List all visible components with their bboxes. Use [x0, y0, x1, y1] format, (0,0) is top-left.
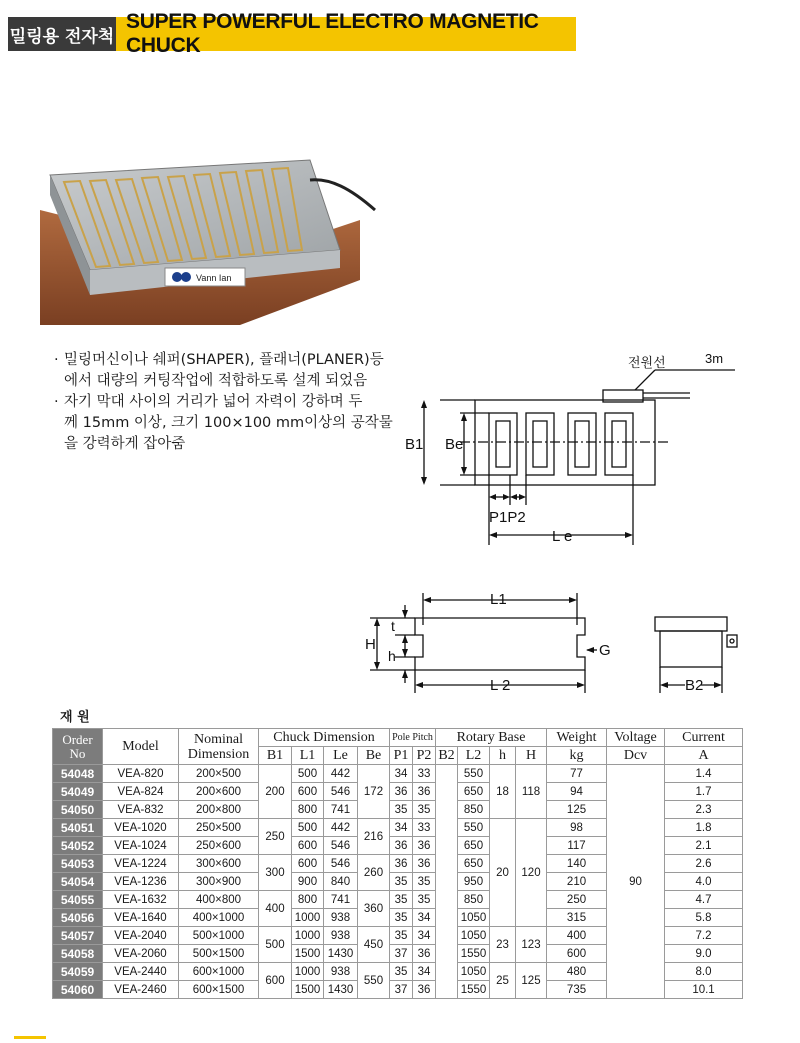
cell-le: 546	[324, 837, 358, 855]
cell-p1: 34	[390, 819, 413, 837]
cell-h-big: 120	[516, 819, 547, 927]
cell-l1: 600	[292, 783, 324, 801]
cell-b1: 300	[259, 855, 292, 891]
cell-l2: 850	[458, 801, 490, 819]
cell-h-big: 123	[516, 927, 547, 963]
header-l1: L1	[292, 747, 324, 765]
cell-nominal: 300×900	[179, 873, 259, 891]
cell-model: VEA-832	[103, 801, 179, 819]
title-korean: 밀링용 전자척	[8, 17, 116, 51]
cell-p2: 35	[413, 891, 436, 909]
cell-p1: 35	[390, 963, 413, 981]
cell-l2: 650	[458, 783, 490, 801]
cell-model: VEA-2040	[103, 927, 179, 945]
cell-weight: 77	[547, 765, 607, 783]
cell-h-small: 25	[490, 963, 516, 999]
cell-current: 10.1	[665, 981, 743, 999]
cell-nominal: 400×800	[179, 891, 259, 909]
cell-l2: 1050	[458, 909, 490, 927]
cell-b1: 500	[259, 927, 292, 963]
header-b1: B1	[259, 747, 292, 765]
cell-order-no: 54057	[53, 927, 103, 945]
header-l2: L2	[458, 747, 490, 765]
table-row	[53, 765, 743, 783]
bullet-2-line-2: 께 15mm 이상, 크기 100×100 mm이상의 공작물	[64, 415, 393, 431]
header-order-no: Order No	[53, 729, 103, 765]
cell-order-no: 54056	[53, 909, 103, 927]
be-label: Be	[445, 436, 464, 453]
l2-label: L 2	[490, 677, 511, 694]
cell-le: 546	[324, 855, 358, 873]
t-label: t	[391, 618, 395, 634]
cell-l1: 1000	[292, 963, 324, 981]
cell-l1: 1500	[292, 945, 324, 963]
cell-nominal: 200×500	[179, 765, 259, 783]
bullet-2-line-3: 을 강력하게 잡아줌	[64, 436, 186, 452]
cell-p1: 34	[390, 765, 413, 783]
cell-order-no: 54050	[53, 801, 103, 819]
cell-nominal: 500×1000	[179, 927, 259, 945]
cell-order-no: 54051	[53, 819, 103, 837]
cell-l2: 550	[458, 819, 490, 837]
cell-weight: 250	[547, 891, 607, 909]
cell-h-big: 118	[516, 765, 547, 819]
cell-current: 2.6	[665, 855, 743, 873]
cell-nominal: 600×1000	[179, 963, 259, 981]
le-label: L e	[552, 528, 573, 545]
cell-order-no: 54058	[53, 945, 103, 963]
cell-le: 938	[324, 927, 358, 945]
cell-be: 172	[358, 765, 390, 819]
h-small-label: h	[388, 648, 396, 664]
cell-current: 2.3	[665, 801, 743, 819]
cell-order-no: 54059	[53, 963, 103, 981]
cell-h-big: 125	[516, 963, 547, 999]
cell-p2: 36	[413, 855, 436, 873]
cell-h-small: 20	[490, 819, 516, 927]
cell-le: 840	[324, 873, 358, 891]
bullet-1-line-1: 밀링머신이나 쉐퍼(SHAPER), 플래너(PLANER)등	[64, 352, 384, 368]
cell-current: 7.2	[665, 927, 743, 945]
cell-weight: 210	[547, 873, 607, 891]
cell-p2: 36	[413, 783, 436, 801]
cell-l2: 950	[458, 873, 490, 891]
b1-label: B1	[405, 436, 424, 453]
cell-order-no: 54048	[53, 765, 103, 783]
cell-l2: 1050	[458, 927, 490, 945]
header-nominal: Nominal Dimension	[179, 729, 259, 765]
cell-weight: 600	[547, 945, 607, 963]
cell-nominal: 200×600	[179, 783, 259, 801]
header-h-small: h	[490, 747, 516, 765]
cell-order-no: 54052	[53, 837, 103, 855]
cell-p2: 33	[413, 819, 436, 837]
header-h-big: H	[516, 747, 547, 765]
cell-p2: 36	[413, 837, 436, 855]
header-b2: B2	[436, 747, 458, 765]
cell-current: 2.1	[665, 837, 743, 855]
header-dcv: Dcv	[607, 747, 665, 765]
cell-le: 741	[324, 891, 358, 909]
cell-model: VEA-1020	[103, 819, 179, 837]
cell-p1: 37	[390, 981, 413, 999]
cell-p1: 36	[390, 855, 413, 873]
cell-nominal: 250×500	[179, 819, 259, 837]
cell-order-no: 54054	[53, 873, 103, 891]
bullet-2-line-1: 자기 막대 사이의 거리가 넓어 자력이 강하며 두	[64, 394, 363, 410]
cell-nominal: 600×1500	[179, 981, 259, 999]
cell-le: 442	[324, 765, 358, 783]
cell-order-no: 54055	[53, 891, 103, 909]
cell-model: VEA-1632	[103, 891, 179, 909]
cell-weight: 480	[547, 963, 607, 981]
cell-le: 442	[324, 819, 358, 837]
cell-l1: 600	[292, 837, 324, 855]
cell-b1: 400	[259, 891, 292, 927]
cell-p2: 34	[413, 963, 436, 981]
cell-current: 9.0	[665, 945, 743, 963]
header-rotary-base: Rotary Base	[436, 729, 547, 747]
title-english: SUPER POWERFUL ELECTRO MAGNETIC CHUCK	[116, 17, 576, 51]
cell-weight: 140	[547, 855, 607, 873]
cell-p1: 35	[390, 927, 413, 945]
cell-current: 5.8	[665, 909, 743, 927]
header-p2: P2	[413, 747, 436, 765]
cell-p1: 37	[390, 945, 413, 963]
cell-model: VEA-1024	[103, 837, 179, 855]
cell-l1: 900	[292, 873, 324, 891]
cell-current: 8.0	[665, 963, 743, 981]
cell-be: 260	[358, 855, 390, 891]
product-photo	[30, 140, 390, 340]
bullet-1-line-2: 에서 대량의 커팅작업에 적합하도록 설계 되었음	[64, 373, 368, 389]
g-label: G	[599, 642, 611, 659]
cell-current: 1.4	[665, 765, 743, 783]
cell-nominal: 500×1500	[179, 945, 259, 963]
cable-label: 전원선	[628, 355, 666, 370]
cell-be: 360	[358, 891, 390, 927]
cell-weight: 315	[547, 909, 607, 927]
cell-le: 938	[324, 909, 358, 927]
p1p2-label: P1P2	[489, 509, 526, 526]
cell-model: VEA-2060	[103, 945, 179, 963]
l1-label: L1	[490, 591, 507, 608]
cell-weight: 117	[547, 837, 607, 855]
bullet-dot-icon: ·	[54, 394, 59, 410]
cell-current: 4.7	[665, 891, 743, 909]
cell-p2: 36	[413, 981, 436, 999]
cell-l1: 800	[292, 891, 324, 909]
cell-weight: 94	[547, 783, 607, 801]
bullet-dot-icon: ·	[54, 352, 59, 368]
header-a: A	[665, 747, 743, 765]
cell-p2: 35	[413, 873, 436, 891]
feature-bullets	[54, 350, 394, 455]
cell-p1: 35	[390, 909, 413, 927]
cell-h-small: 23	[490, 927, 516, 963]
cell-p2: 36	[413, 945, 436, 963]
cell-order-no: 54049	[53, 783, 103, 801]
header-pole-pitch: Pole Pitch	[390, 729, 436, 747]
cell-model: VEA-1640	[103, 909, 179, 927]
cell-p1: 36	[390, 837, 413, 855]
header-weight: Weight	[547, 729, 607, 747]
cell-be: 216	[358, 819, 390, 855]
cell-p1: 36	[390, 783, 413, 801]
cell-model: VEA-820	[103, 765, 179, 783]
cell-b2	[436, 765, 458, 999]
footer-accent-line	[14, 1036, 46, 1039]
cell-b1: 200	[259, 765, 292, 819]
cell-nominal: 250×600	[179, 837, 259, 855]
header-current: Current	[665, 729, 743, 747]
cell-b1: 600	[259, 963, 292, 999]
cell-p2: 34	[413, 909, 436, 927]
cell-order-no: 54060	[53, 981, 103, 999]
cell-nominal: 300×600	[179, 855, 259, 873]
cell-weight: 125	[547, 801, 607, 819]
cell-p2: 34	[413, 927, 436, 945]
cell-be: 450	[358, 927, 390, 963]
cell-l2: 1050	[458, 963, 490, 981]
cell-p1: 35	[390, 891, 413, 909]
cell-le: 1430	[324, 945, 358, 963]
cell-current: 1.8	[665, 819, 743, 837]
cell-l2: 1550	[458, 945, 490, 963]
cell-current: 1.7	[665, 783, 743, 801]
cell-b1: 250	[259, 819, 292, 855]
cell-model: VEA-1224	[103, 855, 179, 873]
cell-model: VEA-2460	[103, 981, 179, 999]
header-kg: kg	[547, 747, 607, 765]
cell-order-no: 54053	[53, 855, 103, 873]
spec-title: 재 원	[60, 710, 90, 725]
page-header	[8, 10, 576, 57]
cell-weight: 400	[547, 927, 607, 945]
cell-l2: 550	[458, 765, 490, 783]
cell-l1: 1500	[292, 981, 324, 999]
cell-model: VEA-824	[103, 783, 179, 801]
h-big-label: H	[365, 636, 376, 653]
cell-h-small: 18	[490, 765, 516, 819]
spec-table	[52, 728, 743, 999]
cell-model: VEA-2440	[103, 963, 179, 981]
cell-l1: 1000	[292, 927, 324, 945]
cell-nominal: 400×1000	[179, 909, 259, 927]
cell-l2: 1550	[458, 981, 490, 999]
cell-l2: 650	[458, 837, 490, 855]
cell-le: 938	[324, 963, 358, 981]
header-le: Le	[324, 747, 358, 765]
cell-current: 4.0	[665, 873, 743, 891]
cell-le: 546	[324, 783, 358, 801]
cell-l1: 500	[292, 819, 324, 837]
cell-weight: 98	[547, 819, 607, 837]
cable-length: 3m	[705, 351, 724, 366]
header-voltage: Voltage	[607, 729, 665, 747]
header-be: Be	[358, 747, 390, 765]
cell-nominal: 200×800	[179, 801, 259, 819]
cell-l1: 600	[292, 855, 324, 873]
cell-l1: 500	[292, 765, 324, 783]
plan-view-diagram	[400, 345, 740, 550]
cell-model: VEA-1236	[103, 873, 179, 891]
cell-p1: 35	[390, 801, 413, 819]
cell-voltage: 90	[607, 765, 665, 999]
side-view-diagram	[355, 585, 755, 700]
cell-l2: 850	[458, 891, 490, 909]
header-model: Model	[103, 729, 179, 765]
cell-p2: 33	[413, 765, 436, 783]
cell-weight: 735	[547, 981, 607, 999]
header-chuck-dimension: Chuck Dimension	[259, 729, 390, 747]
brand-label: Vann Ian	[196, 273, 232, 283]
cell-p2: 35	[413, 801, 436, 819]
b2-label: B2	[685, 677, 704, 694]
cell-le: 1430	[324, 981, 358, 999]
cell-l2: 650	[458, 855, 490, 873]
cell-be: 550	[358, 963, 390, 999]
spec-table-body	[53, 765, 743, 999]
cell-le: 741	[324, 801, 358, 819]
cell-p1: 35	[390, 873, 413, 891]
cell-l1: 800	[292, 801, 324, 819]
header-p1: P1	[390, 747, 413, 765]
cell-l1: 1000	[292, 909, 324, 927]
